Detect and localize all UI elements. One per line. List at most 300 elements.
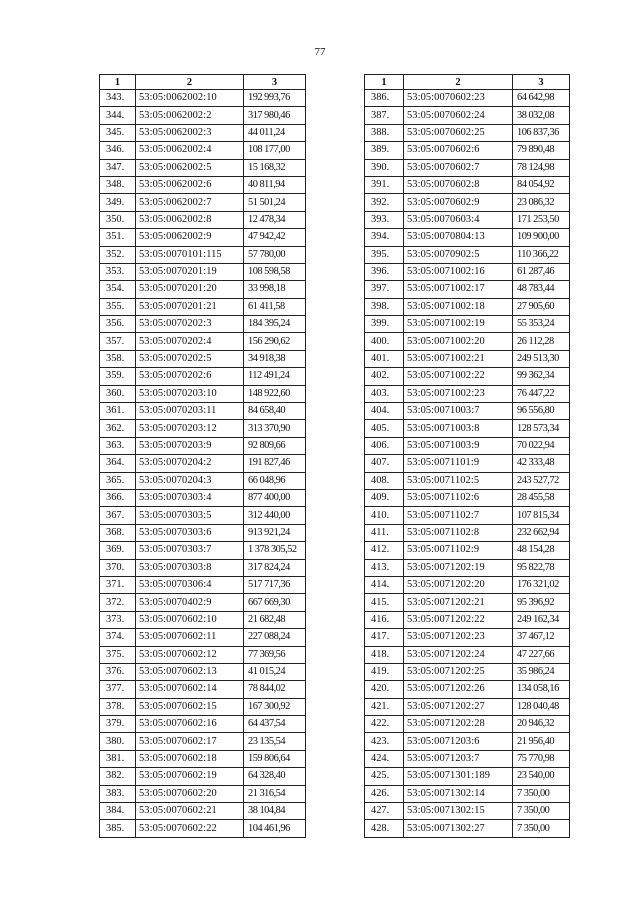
row-number: 393. xyxy=(365,211,404,228)
row-number: 350. xyxy=(100,211,136,228)
cadastral-number: 53:05:0070101:115 xyxy=(136,246,244,263)
table-row xyxy=(100,820,306,837)
value: 79 890,48 xyxy=(513,142,570,159)
table-row xyxy=(100,246,306,263)
table-row xyxy=(100,681,306,698)
row-number: 379. xyxy=(100,716,136,733)
row-number: 366. xyxy=(100,489,136,506)
header-col-1: 1 xyxy=(100,75,136,90)
table-row xyxy=(100,716,306,733)
cadastral-number: 53:05:0070602:24 xyxy=(404,107,513,124)
cadastral-number: 53:05:0071202:25 xyxy=(404,663,513,680)
cadastral-number: 53:05:0062002:10 xyxy=(136,90,244,107)
table-row xyxy=(365,785,570,802)
row-number: 372. xyxy=(100,594,136,611)
cadastral-number: 53:05:0062002:2 xyxy=(136,107,244,124)
cadastral-number: 53:05:0071101:9 xyxy=(404,455,513,472)
row-number: 410. xyxy=(365,507,404,524)
row-number: 402. xyxy=(365,368,404,385)
row-number: 347. xyxy=(100,159,136,176)
value: 44 011,24 xyxy=(244,124,306,141)
cadastral-number: 53:05:0070204:3 xyxy=(136,472,244,489)
value: 192 993,76 xyxy=(244,90,306,107)
value: 134 058,16 xyxy=(513,681,570,698)
cadastral-number: 53:05:0070602:21 xyxy=(136,803,244,820)
cadastral-number: 53:05:0071202:19 xyxy=(404,559,513,576)
value: 249 513,30 xyxy=(513,350,570,367)
cadastral-number: 53:05:0070303:5 xyxy=(136,507,244,524)
row-number: 368. xyxy=(100,524,136,541)
cadastral-number: 53:05:0062002:6 xyxy=(136,176,244,193)
cadastral-number: 53:05:0070402:9 xyxy=(136,594,244,611)
cadastral-number: 53:05:0070602:6 xyxy=(404,142,513,159)
value: 70 022,94 xyxy=(513,437,570,454)
cadastral-number: 53:05:0070201:19 xyxy=(136,263,244,280)
table-row xyxy=(100,281,306,298)
table-row xyxy=(365,229,570,246)
table-row xyxy=(365,576,570,593)
value: 20 946,32 xyxy=(513,716,570,733)
row-number: 363. xyxy=(100,437,136,454)
table-row xyxy=(365,194,570,211)
row-number: 422. xyxy=(365,716,404,733)
table-row xyxy=(100,646,306,663)
row-number: 413. xyxy=(365,559,404,576)
row-number: 360. xyxy=(100,385,136,402)
cadastral-number: 53:05:0070602:20 xyxy=(136,785,244,802)
cadastral-number: 53:05:0070602:16 xyxy=(136,716,244,733)
cadastral-number: 53:05:0071202:28 xyxy=(404,716,513,733)
cadastral-number: 53:05:0070804:13 xyxy=(404,229,513,246)
cadastral-number: 53:05:0070203:10 xyxy=(136,385,244,402)
table-header-row xyxy=(100,75,306,90)
table-row xyxy=(100,524,306,541)
row-number: 382. xyxy=(100,768,136,785)
cadastral-number: 53:05:0071203:7 xyxy=(404,750,513,767)
cadastral-number: 53:05:0070602:23 xyxy=(404,90,513,107)
table-row xyxy=(365,159,570,176)
row-number: 415. xyxy=(365,594,404,611)
row-number: 401. xyxy=(365,350,404,367)
table-row xyxy=(365,368,570,385)
value: 23 540,00 xyxy=(513,768,570,785)
table-row xyxy=(365,333,570,350)
cadastral-number: 53:05:0070202:6 xyxy=(136,368,244,385)
row-number: 369. xyxy=(100,542,136,559)
value: 47 942,42 xyxy=(244,229,306,246)
value: 23 135,54 xyxy=(244,733,306,750)
table-row xyxy=(365,629,570,646)
value: 84 054,92 xyxy=(513,176,570,193)
value: 159 806,64 xyxy=(244,750,306,767)
row-number: 391. xyxy=(365,176,404,193)
cadastral-number: 53:05:0070602:8 xyxy=(404,176,513,193)
value: 37 467,12 xyxy=(513,629,570,646)
row-number: 392. xyxy=(365,194,404,211)
table-row xyxy=(100,698,306,715)
row-number: 419. xyxy=(365,663,404,680)
value: 95 396,92 xyxy=(513,594,570,611)
row-number: 425. xyxy=(365,768,404,785)
cadastral-number: 53:05:0071203:6 xyxy=(404,733,513,750)
table-row xyxy=(100,611,306,628)
value: 33 998,18 xyxy=(244,281,306,298)
left-table-body xyxy=(100,90,306,838)
value: 249 162,34 xyxy=(513,611,570,628)
value: 156 290,62 xyxy=(244,333,306,350)
parcel-table-right xyxy=(364,74,570,838)
row-number: 417. xyxy=(365,629,404,646)
table-row xyxy=(365,750,570,767)
value: 227 088,24 xyxy=(244,629,306,646)
table-row xyxy=(100,403,306,420)
cadastral-number: 53:05:0070602:25 xyxy=(404,124,513,141)
value: 99 362,34 xyxy=(513,368,570,385)
cadastral-number: 53:05:0071102:6 xyxy=(404,489,513,506)
value: 12 478,34 xyxy=(244,211,306,228)
cadastral-number: 53:05:0070602:13 xyxy=(136,663,244,680)
cadastral-number: 53:05:0071002:20 xyxy=(404,333,513,350)
value: 95 822,78 xyxy=(513,559,570,576)
table-row xyxy=(100,785,306,802)
value: 128 573,34 xyxy=(513,420,570,437)
value: 107 815,34 xyxy=(513,507,570,524)
table-row xyxy=(365,559,570,576)
value: 171 253,50 xyxy=(513,211,570,228)
table-row xyxy=(100,489,306,506)
row-number: 388. xyxy=(365,124,404,141)
row-number: 373. xyxy=(100,611,136,628)
row-number: 418. xyxy=(365,646,404,663)
value: 61 411,58 xyxy=(244,298,306,315)
row-number: 349. xyxy=(100,194,136,211)
value: 66 048,96 xyxy=(244,472,306,489)
value: 15 168,32 xyxy=(244,159,306,176)
value: 108 177,00 xyxy=(244,142,306,159)
table-row xyxy=(100,750,306,767)
table-row xyxy=(365,489,570,506)
cadastral-number: 53:05:0071002:16 xyxy=(404,263,513,280)
value: 55 353,24 xyxy=(513,316,570,333)
row-number: 416. xyxy=(365,611,404,628)
row-number: 406. xyxy=(365,437,404,454)
row-number: 421. xyxy=(365,698,404,715)
row-number: 397. xyxy=(365,281,404,298)
cadastral-number: 53:05:0070602:11 xyxy=(136,629,244,646)
right-table-body xyxy=(365,90,570,838)
cadastral-number: 53:05:0071102:8 xyxy=(404,524,513,541)
row-number: 404. xyxy=(365,403,404,420)
row-number: 359. xyxy=(100,368,136,385)
table-row xyxy=(365,403,570,420)
table-row xyxy=(100,472,306,489)
table-row xyxy=(365,681,570,698)
value: 148 922,60 xyxy=(244,385,306,402)
table-row xyxy=(100,368,306,385)
row-number: 414. xyxy=(365,576,404,593)
cadastral-number: 53:05:0071002:22 xyxy=(404,368,513,385)
row-number: 390. xyxy=(365,159,404,176)
value: 35 986,24 xyxy=(513,663,570,680)
value: 1 378 305,52 xyxy=(244,542,306,559)
table-row xyxy=(365,524,570,541)
value: 312 440,00 xyxy=(244,507,306,524)
value: 41 015,24 xyxy=(244,663,306,680)
row-number: 389. xyxy=(365,142,404,159)
row-number: 395. xyxy=(365,246,404,263)
table-row xyxy=(365,316,570,333)
header-col-2: 2 xyxy=(404,75,513,90)
row-number: 387. xyxy=(365,107,404,124)
row-number: 398. xyxy=(365,298,404,315)
cadastral-number: 53:05:0070602:18 xyxy=(136,750,244,767)
row-number: 357. xyxy=(100,333,136,350)
cadastral-number: 53:05:0071002:18 xyxy=(404,298,513,315)
cadastral-number: 53:05:0071003:9 xyxy=(404,437,513,454)
value: 877 400,00 xyxy=(244,489,306,506)
row-number: 361. xyxy=(100,403,136,420)
table-row xyxy=(365,437,570,454)
row-number: 380. xyxy=(100,733,136,750)
table-row xyxy=(100,733,306,750)
value: 42 333,48 xyxy=(513,455,570,472)
row-number: 371. xyxy=(100,576,136,593)
table-row xyxy=(100,507,306,524)
row-number: 411. xyxy=(365,524,404,541)
table-row xyxy=(100,629,306,646)
value: 27 905,60 xyxy=(513,298,570,315)
page-number: 77 xyxy=(314,46,326,58)
table-row xyxy=(100,576,306,593)
cadastral-number: 53:05:0071302:15 xyxy=(404,803,513,820)
cadastral-number: 53:05:0070202:3 xyxy=(136,316,244,333)
table-row xyxy=(365,142,570,159)
value: 109 900,00 xyxy=(513,229,570,246)
value: 47 227,66 xyxy=(513,646,570,663)
value: 21 956,40 xyxy=(513,733,570,750)
cadastral-number: 53:05:0071202:26 xyxy=(404,681,513,698)
value: 64 437,54 xyxy=(244,716,306,733)
value: 78 124,98 xyxy=(513,159,570,176)
cadastral-number: 53:05:0070306:4 xyxy=(136,576,244,593)
table-row xyxy=(365,246,570,263)
cadastral-number: 53:05:0070602:22 xyxy=(136,820,244,837)
cadastral-number: 53:05:0070303:6 xyxy=(136,524,244,541)
row-number: 386. xyxy=(365,90,404,107)
table-row xyxy=(100,437,306,454)
row-number: 374. xyxy=(100,629,136,646)
value: 48 154,28 xyxy=(513,542,570,559)
table-row xyxy=(100,124,306,141)
table-row xyxy=(100,542,306,559)
cadastral-number: 53:05:0071002:19 xyxy=(404,316,513,333)
table-row xyxy=(365,298,570,315)
value: 191 827,46 xyxy=(244,455,306,472)
cadastral-number: 53:05:0070303:8 xyxy=(136,559,244,576)
cadastral-number: 53:05:0071302:14 xyxy=(404,785,513,802)
row-number: 385. xyxy=(100,820,136,837)
cadastral-number: 53:05:0070602:12 xyxy=(136,646,244,663)
row-number: 405. xyxy=(365,420,404,437)
value: 51 501,24 xyxy=(244,194,306,211)
cadastral-number: 53:05:0071102:5 xyxy=(404,472,513,489)
table-row xyxy=(365,733,570,750)
cadastral-number: 53:05:0071003:7 xyxy=(404,403,513,420)
value: 913 921,24 xyxy=(244,524,306,541)
row-number: 423. xyxy=(365,733,404,750)
value: 313 370,90 xyxy=(244,420,306,437)
table-row xyxy=(100,298,306,315)
table-row xyxy=(365,803,570,820)
row-number: 346. xyxy=(100,142,136,159)
table-row xyxy=(365,90,570,107)
row-number: 408. xyxy=(365,472,404,489)
table-row xyxy=(365,698,570,715)
value: 77 369,56 xyxy=(244,646,306,663)
value: 28 455,58 xyxy=(513,489,570,506)
value: 243 527,72 xyxy=(513,472,570,489)
table-row xyxy=(100,194,306,211)
cadastral-number: 53:05:0070203:9 xyxy=(136,437,244,454)
row-number: 355. xyxy=(100,298,136,315)
cadastral-number: 53:05:0071202:23 xyxy=(404,629,513,646)
value: 317 980,46 xyxy=(244,107,306,124)
table-row xyxy=(365,542,570,559)
table-row xyxy=(365,594,570,611)
value: 48 783,44 xyxy=(513,281,570,298)
row-number: 353. xyxy=(100,263,136,280)
table-row xyxy=(100,107,306,124)
row-number: 352. xyxy=(100,246,136,263)
table-row xyxy=(365,350,570,367)
cadastral-number: 53:05:0070602:10 xyxy=(136,611,244,628)
cadastral-number: 53:05:0070602:19 xyxy=(136,768,244,785)
value: 232 662,94 xyxy=(513,524,570,541)
cadastral-number: 53:05:0071202:20 xyxy=(404,576,513,593)
cadastral-number: 53:05:0071202:24 xyxy=(404,646,513,663)
table-row xyxy=(365,611,570,628)
cadastral-number: 53:05:0071002:17 xyxy=(404,281,513,298)
value: 167 300,92 xyxy=(244,698,306,715)
table-row xyxy=(100,803,306,820)
value: 34 918,38 xyxy=(244,350,306,367)
value: 110 366,22 xyxy=(513,246,570,263)
row-number: 396. xyxy=(365,263,404,280)
row-number: 362. xyxy=(100,420,136,437)
table-header-row xyxy=(365,75,570,90)
table-row xyxy=(365,211,570,228)
cadastral-number: 53:05:0070203:12 xyxy=(136,420,244,437)
row-number: 354. xyxy=(100,281,136,298)
table-row xyxy=(100,90,306,107)
cadastral-number: 53:05:0070602:15 xyxy=(136,698,244,715)
value: 108 598,58 xyxy=(244,263,306,280)
row-number: 370. xyxy=(100,559,136,576)
value: 317 824,24 xyxy=(244,559,306,576)
value: 40 811,94 xyxy=(244,176,306,193)
cadastral-number: 53:05:0071002:23 xyxy=(404,385,513,402)
row-number: 399. xyxy=(365,316,404,333)
row-number: 381. xyxy=(100,750,136,767)
row-number: 420. xyxy=(365,681,404,698)
value: 7 350,00 xyxy=(513,803,570,820)
table-row xyxy=(100,229,306,246)
row-number: 376. xyxy=(100,663,136,680)
row-number: 426. xyxy=(365,785,404,802)
table-row xyxy=(100,159,306,176)
table-row xyxy=(100,211,306,228)
row-number: 378. xyxy=(100,698,136,715)
cadastral-number: 53:05:0071003:8 xyxy=(404,420,513,437)
cadastral-number: 53:05:0070602:7 xyxy=(404,159,513,176)
cadastral-number: 53:05:0070602:9 xyxy=(404,194,513,211)
cadastral-number: 53:05:0062002:5 xyxy=(136,159,244,176)
table-row xyxy=(100,385,306,402)
row-number: 412. xyxy=(365,542,404,559)
value: 76 447,22 xyxy=(513,385,570,402)
row-number: 377. xyxy=(100,681,136,698)
cadastral-number: 53:05:0062002:3 xyxy=(136,124,244,141)
row-number: 348. xyxy=(100,176,136,193)
cadastral-number: 53:05:0070303:4 xyxy=(136,489,244,506)
value: 7 350,00 xyxy=(513,820,570,837)
value: 184 395,24 xyxy=(244,316,306,333)
row-number: 375. xyxy=(100,646,136,663)
table-row xyxy=(100,768,306,785)
value: 57 780,00 xyxy=(244,246,306,263)
row-number: 428. xyxy=(365,820,404,837)
row-number: 345. xyxy=(100,124,136,141)
value: 104 461,96 xyxy=(244,820,306,837)
value: 106 837,36 xyxy=(513,124,570,141)
value: 667 669,30 xyxy=(244,594,306,611)
table-row xyxy=(365,420,570,437)
cadastral-number: 53:05:0070201:20 xyxy=(136,281,244,298)
table-row xyxy=(365,472,570,489)
table-row xyxy=(100,420,306,437)
value: 21 682,48 xyxy=(244,611,306,628)
value: 38 032,08 xyxy=(513,107,570,124)
table-row xyxy=(100,176,306,193)
value: 7 350,00 xyxy=(513,785,570,802)
cadastral-number: 53:05:0062002:4 xyxy=(136,142,244,159)
cadastral-number: 53:05:0062002:7 xyxy=(136,194,244,211)
cadastral-number: 53:05:0070202:5 xyxy=(136,350,244,367)
table-row xyxy=(100,350,306,367)
row-number: 407. xyxy=(365,455,404,472)
table-row xyxy=(100,263,306,280)
cadastral-number: 53:05:0071102:9 xyxy=(404,542,513,559)
value: 23 086,32 xyxy=(513,194,570,211)
cadastral-number: 53:05:0070202:4 xyxy=(136,333,244,350)
value: 61 287,46 xyxy=(513,263,570,280)
row-number: 367. xyxy=(100,507,136,524)
table-row xyxy=(365,124,570,141)
row-number: 365. xyxy=(100,472,136,489)
cadastral-number: 53:05:0070204:2 xyxy=(136,455,244,472)
table-row xyxy=(100,559,306,576)
table-row xyxy=(365,768,570,785)
table-row xyxy=(365,263,570,280)
header-col-3: 3 xyxy=(244,75,306,90)
table-row xyxy=(365,663,570,680)
row-number: 356. xyxy=(100,316,136,333)
cadastral-number: 53:05:0070603:4 xyxy=(404,211,513,228)
header-col-3: 3 xyxy=(513,75,570,90)
row-number: 403. xyxy=(365,385,404,402)
table-row xyxy=(365,455,570,472)
table-row xyxy=(100,663,306,680)
